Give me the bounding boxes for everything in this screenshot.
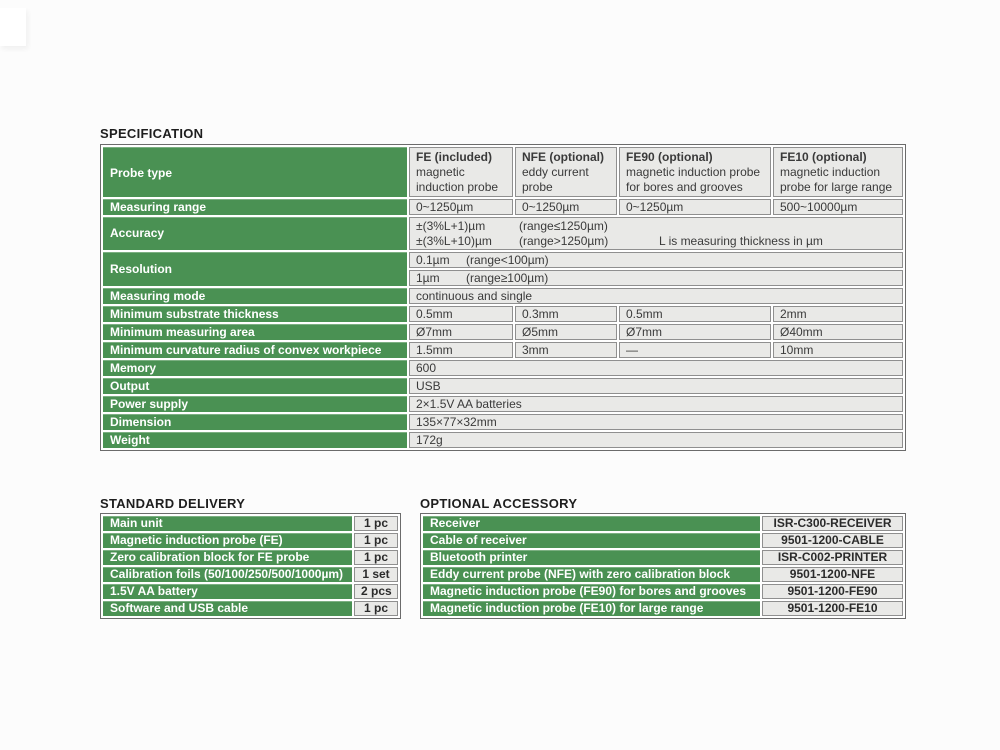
- accessory-item: Receiver: [423, 516, 760, 531]
- min-area-nfe: Ø5mm: [515, 324, 617, 340]
- delivery-row: [103, 584, 398, 599]
- probe-col-nfe: [515, 147, 617, 197]
- accessory-part-number: 9501-1200-NFE: [762, 567, 903, 582]
- accessory-row: [423, 601, 903, 616]
- accuracy-line2-value: ±(3%L+10)µm: [416, 233, 492, 248]
- delivery-qty: 1 set: [354, 567, 398, 582]
- probe-col-nfe-name: NFE (optional): [522, 150, 604, 164]
- min-substrate-fe10: 2mm: [773, 306, 903, 322]
- delivery-qty: 1 pc: [354, 533, 398, 548]
- optional-accessory-title: OPTIONAL ACCESSORY: [420, 496, 578, 511]
- accuracy-line1: [416, 219, 896, 234]
- accessory-row: [423, 584, 903, 599]
- optional-accessory-table: [420, 513, 906, 619]
- delivery-item: Zero calibration block for FE probe: [103, 550, 352, 565]
- accessory-item: Eddy current probe (NFE) with zero calibration block: [423, 567, 760, 582]
- min-area-fe10: Ø40mm: [773, 324, 903, 340]
- spec-row-power: [103, 396, 903, 412]
- standard-delivery-table: [100, 513, 401, 619]
- min-substrate-nfe: 0.3mm: [515, 306, 617, 322]
- delivery-item: Magnetic induction probe (FE): [103, 533, 352, 548]
- memory-label: Memory: [103, 360, 407, 376]
- weight-value: 172g: [409, 432, 903, 448]
- min-curvature-fe10: 10mm: [773, 342, 903, 358]
- delivery-qty: 1 pc: [354, 601, 398, 616]
- accessory-part-number: ISR-C300-RECEIVER: [762, 516, 903, 531]
- dimension-label: Dimension: [103, 414, 407, 430]
- weight-label: Weight: [103, 432, 407, 448]
- accessory-part-number: 9501-1200-FE90: [762, 584, 903, 599]
- memory-value: 600: [409, 360, 903, 376]
- output-value: USB: [409, 378, 903, 394]
- probe-col-fe90-name: FE90 (optional): [626, 150, 713, 164]
- delivery-row: [103, 601, 398, 616]
- min-substrate-fe: 0.5mm: [409, 306, 513, 322]
- spec-row-probe-type: [103, 147, 903, 197]
- delivery-item: Software and USB cable: [103, 601, 352, 616]
- measuring-range-fe90: 0~1250µm: [619, 199, 771, 215]
- delivery-row: [103, 550, 398, 565]
- min-curvature-fe: 1.5mm: [409, 342, 513, 358]
- spec-row-measuring-range: [103, 199, 903, 215]
- probe-col-fe-desc: magnetic induction probe: [416, 165, 499, 194]
- probe-col-fe90-desc: magnetic induction probe for bores and grooves: [626, 165, 761, 194]
- delivery-item: Calibration foils (50/100/250/500/1000µm): [103, 567, 352, 582]
- spec-row-min-curvature: [103, 342, 903, 358]
- page-corner-artifact: [0, 8, 26, 46]
- resolution-row-2: [409, 270, 903, 286]
- probe-col-fe10-name: FE10 (optional): [780, 150, 867, 164]
- min-area-label: Minimum measuring area: [103, 324, 407, 340]
- spec-row-measuring-mode: [103, 288, 903, 304]
- resolution-2-value: 1µm: [416, 271, 440, 285]
- min-area-fe: Ø7mm: [409, 324, 513, 340]
- measuring-range-label: Measuring range: [103, 199, 407, 215]
- accessory-item: Cable of receiver: [423, 533, 760, 548]
- probe-col-nfe-desc: eddy current probe: [522, 165, 589, 194]
- measuring-range-fe: 0~1250µm: [409, 199, 513, 215]
- accessory-item: Bluetooth printer: [423, 550, 760, 565]
- probe-type-label: Probe type: [103, 147, 407, 197]
- dimension-value: 135×77×32mm: [409, 414, 903, 430]
- delivery-item: 1.5V AA battery: [103, 584, 352, 599]
- delivery-qty: 2 pcs: [354, 584, 398, 599]
- min-curvature-nfe: 3mm: [515, 342, 617, 358]
- measuring-range-fe10: 500~10000µm: [773, 199, 903, 215]
- accessory-part-number: 9501-1200-FE10: [762, 601, 903, 616]
- accuracy-line1-range: (range≤1250µm): [519, 218, 608, 233]
- probe-col-fe-name: FE (included): [416, 150, 492, 164]
- resolution-row-1: [409, 252, 903, 268]
- spec-row-min-substrate: [103, 306, 903, 322]
- min-substrate-label: Minimum substrate thickness: [103, 306, 407, 322]
- resolution-label: Resolution: [103, 252, 407, 286]
- min-substrate-fe90: 0.5mm: [619, 306, 771, 322]
- spec-row-memory: [103, 360, 903, 376]
- spec-row-dimension: [103, 414, 903, 430]
- power-supply-label: Power supply: [103, 396, 407, 412]
- accessory-row: [423, 516, 903, 531]
- accuracy-label: Accuracy: [103, 217, 407, 250]
- accuracy-note: L is measuring thickness in µm: [659, 233, 823, 248]
- accessory-row: [423, 533, 903, 548]
- probe-col-fe: [409, 147, 513, 197]
- accuracy-line1-value: ±(3%L+1)µm: [416, 218, 486, 233]
- delivery-qty: 1 pc: [354, 516, 398, 531]
- min-curvature-label: Minimum curvature radius of convex workpiece: [103, 342, 407, 358]
- accessory-part-number: 9501-1200-CABLE: [762, 533, 903, 548]
- delivery-row: [103, 567, 398, 582]
- spec-row-resolution-1: [103, 252, 903, 268]
- delivery-item: Main unit: [103, 516, 352, 531]
- specification-title: SPECIFICATION: [100, 126, 204, 141]
- accuracy-value-cell: [409, 217, 903, 250]
- measuring-range-nfe: 0~1250µm: [515, 199, 617, 215]
- accessory-row: [423, 567, 903, 582]
- spec-row-weight: [103, 432, 903, 448]
- delivery-qty: 1 pc: [354, 550, 398, 565]
- accessory-item: Magnetic induction probe (FE90) for bores and grooves: [423, 584, 760, 599]
- min-curvature-fe90: —: [619, 342, 771, 358]
- power-supply-value: 2×1.5V AA batteries: [409, 396, 903, 412]
- min-area-fe90: Ø7mm: [619, 324, 771, 340]
- delivery-row: [103, 533, 398, 548]
- delivery-row: [103, 516, 398, 531]
- resolution-1-range: (range<100µm): [466, 253, 549, 267]
- spec-row-min-area: [103, 324, 903, 340]
- resolution-2-range: (range≥100µm): [466, 271, 549, 285]
- probe-col-fe10: [773, 147, 903, 197]
- accessory-item: Magnetic induction probe (FE10) for large range: [423, 601, 760, 616]
- accessory-part-number: ISR-C002-PRINTER: [762, 550, 903, 565]
- resolution-1-value: 0.1µm: [416, 253, 450, 267]
- specification-table: [100, 144, 906, 451]
- accuracy-line2-range: (range>1250µm): [519, 233, 609, 248]
- measuring-mode-label: Measuring mode: [103, 288, 407, 304]
- accuracy-line2: [416, 234, 896, 249]
- probe-col-fe90: [619, 147, 771, 197]
- spec-row-accuracy: [103, 217, 903, 250]
- output-label: Output: [103, 378, 407, 394]
- probe-col-fe10-desc: magnetic induction probe for large range: [780, 165, 893, 194]
- measuring-mode-value: continuous and single: [409, 288, 903, 304]
- standard-delivery-title: STANDARD DELIVERY: [100, 496, 246, 511]
- spec-row-output: [103, 378, 903, 394]
- accessory-row: [423, 550, 903, 565]
